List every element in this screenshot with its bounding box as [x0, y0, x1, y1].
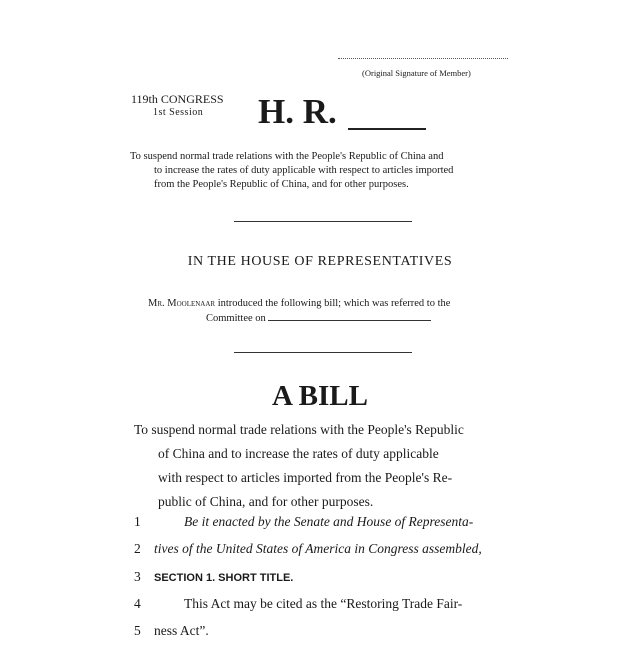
introduction-line: Mr. Moolenaar introduced the following bill; which was referred to the — [148, 298, 451, 309]
signature-line — [338, 58, 508, 59]
sponsor-name: Mr. Moolenaar — [148, 298, 216, 309]
signature-caption: (Original Signature of Member) — [362, 68, 471, 78]
title-line: public of China, and for other purposes. — [158, 494, 374, 509]
bill-number-blank — [348, 128, 426, 130]
line-text: This Act may be cited as the “Restoring Trade Fair- — [184, 596, 463, 611]
congress-label: 119th CONGRESS — [131, 92, 224, 106]
line-text: Be it enacted by the Senate and House of Representa- — [184, 514, 474, 529]
body-line — [134, 592, 514, 616]
chamber-heading: IN THE HOUSE OF REPRESENTATIVES — [187, 254, 453, 269]
section-heading: SECTION 1. SHORT TITLE. — [154, 572, 294, 584]
line-text: tives of the United States of America in Congress assembled, — [154, 541, 482, 556]
session-label: 1st Session — [153, 107, 204, 118]
bill-designation: H. R. — [258, 92, 337, 131]
body-line — [134, 537, 514, 561]
bill-summary — [130, 150, 522, 192]
introduction-line: Committee on — [148, 311, 500, 326]
line-number: 2 — [134, 541, 141, 556]
line-text: ness Act”. — [154, 623, 209, 638]
bill-title — [134, 418, 514, 514]
line-number: 4 — [134, 596, 141, 611]
body-line — [134, 565, 514, 590]
bill-heading: A BILL — [272, 380, 368, 412]
summary-line: from the People's Republic of China, and for other purposes. — [154, 179, 409, 190]
summary-line: To suspend normal trade relations with the People's Republic of China and — [130, 151, 444, 162]
title-line: To suspend normal trade relations with the People's Republic — [134, 422, 464, 437]
title-line: of China and to increase the rates of duty applicable — [158, 446, 439, 461]
committee-blank — [268, 311, 431, 321]
line-number: 1 — [134, 514, 141, 529]
divider — [234, 221, 412, 222]
introduction — [148, 297, 500, 326]
body-line — [134, 619, 514, 643]
summary-line: to increase the rates of duty applicable with respect to articles imported — [154, 165, 454, 176]
divider — [234, 352, 412, 353]
line-number: 3 — [134, 569, 141, 584]
title-line: with respect to articles imported from the People's Re- — [158, 470, 453, 485]
line-number: 5 — [134, 623, 141, 638]
body-line — [134, 510, 514, 534]
